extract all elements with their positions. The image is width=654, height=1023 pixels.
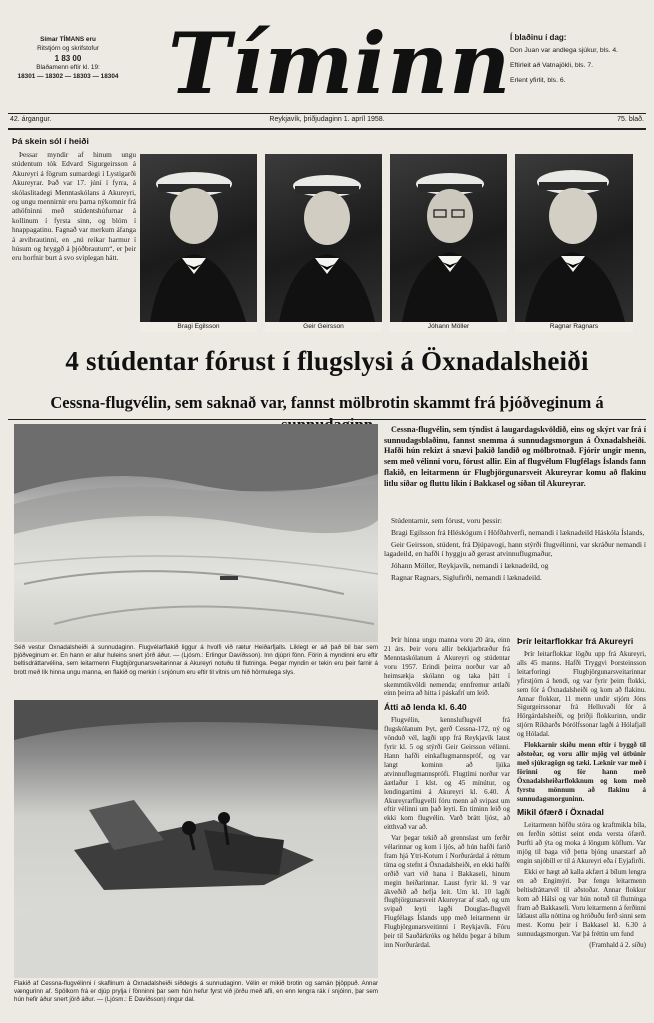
main-headline: 4 stúdentar fórust í flugslysi á Öxnadalsheiði	[65, 346, 589, 376]
masthead-title: Tíminn	[168, 14, 512, 113]
in-this-issue-title: Í blaðinu í dag:	[510, 33, 567, 42]
airplane-wreck-illustration	[14, 700, 378, 978]
victims-intro: Stúdentarnir, sem fórust, voru þessir:	[391, 516, 502, 525]
portrait-figure-icon	[265, 154, 382, 322]
portrait-figure-icon	[390, 154, 507, 322]
photo1-caption-text: Séð vestur Öxnadalsheiði á sunnudaginn. Flugvélarflakið liggur á hvolfi við rætur Heiðarfjalls. Líklegt er að það bil bar sem þjóðveginum er. En hann er allur huleins snert jörð áður. — (Ljósm.: Erlingur Davíðsson). Inn djúpri fönn. Förin á myndinni eru eftir beltisdráttarvélina, sem leitarmenn Flugbjörgunarsveitarinnar á Akureyri notuðu til flutninga. Þegar myndin er tekin eru þeir farnir á brott með lík hinna ungu manna, en flakið og merkin í snjónum eru eftir til vitnis um hið hörmulega slys.	[14, 644, 378, 676]
article-subheading: Mikil ófærð í Öxnadal	[517, 807, 604, 818]
portrait-photo-2	[265, 154, 382, 322]
portrait-name-4: Ragnar Ragnars	[515, 322, 633, 332]
article-paragraph: Var þegar tekið að grennslast um ferðir vélarinnar og kom í ljós, að hún hafði farið fram hjá Ytri-Kotum í Norðurárdal á réttum tíma og stefnt á Öxnadalsheiði, en ekki hafði orðið vart við hana í Bakkaseli, hinum megin heiðarinnar. Laust fyrir kl. 9 var ákveðið að hefja leit. Um kl. 10 lagði flugbjörgunarsveit Akureyrar af stað, og um svipað leyti lagði Douglas-flugvél Flugfélags Íslands upp með leitarmenn úr Flugbjörgunarsveitinni í Reykjavík. Fóru þeir til Sauðárkróks og héldu þegar á bílum inn Norðurárdal.	[384, 834, 510, 949]
dateline-volume: 42. árgangur.	[10, 116, 52, 123]
portrait-figure-icon	[140, 154, 257, 322]
in-this-issue-item: Erlent yfirlit, bls. 6.	[510, 77, 566, 84]
dateline-rule-bottom	[8, 128, 646, 130]
article-subheading: Þrír leitarflokkar frá Akureyri	[517, 636, 634, 646]
header-contacts	[8, 36, 128, 81]
crash-wreck-photo	[14, 700, 378, 978]
photo2-caption	[14, 980, 378, 1020]
snow-slope-illustration	[14, 424, 378, 642]
portrait-figure-icon	[515, 154, 633, 322]
article-paragraph: Ekki er hægt að kalla akfært á bílum lengra en að Engimýri. Þar fengu leitarmenn beltisdráttarvél til aðstoðar. Annar flokkur kom að Hálsi og var hún notuð til flutninga fram að Bakkaseli. Voru leitarmenn á ferðinni látlaust alla nóttina og hröðuðu ferð sinni sem mest. Komu þeir í Bakkasel kl. 6.30 á sunnudagsmorgun. Var þá fréttin um fund	[517, 867, 646, 939]
in-this-issue-box	[510, 32, 650, 85]
portrait-name-2: Geir Geirsson	[265, 322, 382, 332]
lead-paragraph	[384, 425, 646, 513]
portrait-photo-4	[515, 154, 633, 322]
article-subheading: Átti að lenda kl. 6.40	[384, 702, 467, 713]
header-contact-line: Símar TÍMANS eru	[40, 36, 96, 43]
victim-entry: Bragi Egilsson frá Hléskógum í Höfðahverfi, nemandi í læknadeild Háskóla Íslands,	[391, 527, 645, 537]
header-contact-line: Blaðamenn eftir kl. 19:	[36, 64, 100, 72]
dateline-rule-top	[8, 113, 646, 114]
victims-list	[384, 516, 646, 632]
dateline-issue: 75. blað.	[617, 116, 644, 123]
header-contact-line: Ritstjórn og skrifstofur	[37, 44, 99, 52]
crash-site-photo-landscape	[14, 424, 378, 642]
in-this-issue-item: Don Juan var andlega sjúkur, bls. 4.	[510, 47, 619, 54]
victim-entry: Ragnar Ragnars, Siglufirði, nemandi í læknadeild.	[391, 572, 542, 582]
photo1-caption	[14, 644, 378, 692]
portrait-name-3: Jóhann Möller	[390, 322, 507, 332]
sidebar-paragraph: Þessar myndir af hinum ungu stúdentum tók Edvard Sigurgeirsson á Akureyri á fögrum sumardegi í Lystigarði Akureyrar. Það var 17. júní í fyrra, á skólaslitadegi Menntaskólans á Akureyri, og ungu mennirnir eru þarna nýkomnir frá athöfninni með stúdentshúfurnar á kollinum í fyrsta sinn, og blóm í hnappagatinu. Fagnað var merkum áfanga á ævibrautinni, en „nú reikar harmur í húsum og hryggð á þjóðbrautum“, er þeir eru horfnir burt á svo sviplegan hátt.	[12, 150, 136, 263]
article-paragraph: Þrír leitarflokkar lögðu upp frá Akureyri, alls 45 manns. Hafði Tryggvi Þorsteinsson leitarforingi Flugbjörgunarsveitarinnar yfirstjórn á hendi, og var fyrir þeim flokki, sem fór á Öxnadalsheiði og kom að flakinu. Annar flokkur, 11 menn undir stjórn Jóns Sigurgeirssonar frá Helluvaði fór á Hörgárdalsheiði, og þriðji flokkurinn, undir stjórn Ríkharðs Þórólfssonar lagði á Hólafjall og Hóladal.	[517, 650, 646, 739]
header-contact-line: 18301 — 18302 — 18303 — 18304	[17, 72, 119, 80]
victim-entry: Geir Geirsson, stúdent, frá Djúpavogi, hann stýrði flugvélinni, var skráður nemandi í lagadeild, en hafði í hyggju að gerast atvinnuflugmaður,	[384, 539, 646, 559]
article-paragraph: Flokkarnir skiðu menn eftir í byggð til aðstoðar, og voru allir mjög vel útbúnir með sjúkragögn og tæki. Læknir var með í förinni og fór hann með Öxnadalsheiðarflokknum og kom með fyrstu mönnum að flakinu á sunnudagsmorguninn.	[517, 741, 646, 803]
article-column-middle	[384, 636, 510, 1020]
header-phone: 1 83 00	[54, 54, 82, 64]
sub-headline: Cessna-flugvélin, sem saknað var, fannst mölbrotin skammt frá þjóðveginum á	[50, 393, 604, 412]
photo2-caption-text: Flakið af Cessna-flugvélinni í skaflinum á Öxnadalsheiði síðdegis á sunnudaginn. Vélin er mikið brotin og samán þjöppuð. Annar vængurinn af. Spölkorn frá er djúp prylja í fönninni þar sem hún hefur fyrst við jörðu með afli, en enn lengra rák í snjóinn, þar sem hún hefir áður snert jörð áður. — (Ljósm.: E Davíðsson) ringur dal.	[14, 980, 378, 1004]
portrait-photo-3	[390, 154, 507, 322]
article-column-right	[517, 636, 646, 1020]
dateline-date: Reykjavík, þriðjudaginn 1. apríl 1958.	[269, 116, 385, 123]
headline-rule	[8, 419, 646, 420]
article-paragraph: Leitarmenn höfðu stóra og kraftmikla bíla, en ferðin sóttist seint enda versta ófærð. Þurfti að ýta og moka á löngum köflum. Var mjög til baga við þetta bjóng unarstarf að engin snjóbíll er til á Akureyri eða í Eyjafirði.	[517, 821, 646, 866]
article-paragraph: Þrír hinna ungu manna voru 20 ára, einn 21 árs. Þeir voru allir bekkjarbræður frá Menntaskólanum á Akureyri og stúdentar voru 1957. Erindi þeirra norður var að heimsækja skólann og taka þátt í skemmtikvöldi nemenda; ennfremur ætlaði einn þeirra að hitta í páskafrí um leið.	[384, 636, 510, 698]
in-this-issue-item: Eftirleit að Vatnajökli, bls. 7.	[510, 62, 593, 69]
continued-note: (Framhald á 2. síðu)	[589, 941, 646, 950]
victim-entry: Jóhann Möller, Reykjavík, nemandi í læknadeild, og	[391, 561, 549, 571]
article-paragraph: Flugvélin, kennsluflugvél frá flugskólanum Þyt, gerð Cessna-172, ný og vönduð vél, lagði upp frá Reykjavík laust fyrir kl. 5 og stýrði Geir Geirsson vélinni. Hann hafði einkaflugmannspróf, og var langt kominn að ljúka atvinnuflugmannsprófi. Flugtími norður var áætlaður 1 klst. og 45 mínútur, og lendingartími á Akureyri kl. 6.40. Á Akureyrarflugvelli fóru menn að svipast um eftir vélinni um það leyti. En tíminn leið og ekki kom flugvélin. Varð brátt ljóst, að eitthvað var að.	[384, 716, 510, 832]
portrait-name-1: Bragi Egilsson	[140, 322, 257, 332]
portrait-photo-1	[140, 154, 257, 322]
sidebar-title: Þá skein sól í heiði	[12, 136, 89, 146]
lead-text: Cessna-flugvélin, sem týndist á laugardagskvöldið, eins og skýrt var frá í sunnudagsblaðinu, fannst snemma á sunnudagsmorgun á Öxnadalsheiði. Hafði hún rekizt á snævi þakið landið og mölbrotnað. Fjórir ungir menn, sem með vélinni voru, fórust allir. Ein af flugvélum Flugfélags Íslands fann flakið, en leitarmenn úr Flugbjörgunarsveit Akureyrar komu að flakinu litlu síðar og fluttu líkin í Bakkasel og síðan til Akureyrar.	[384, 425, 646, 488]
sidebar-text	[12, 150, 136, 322]
